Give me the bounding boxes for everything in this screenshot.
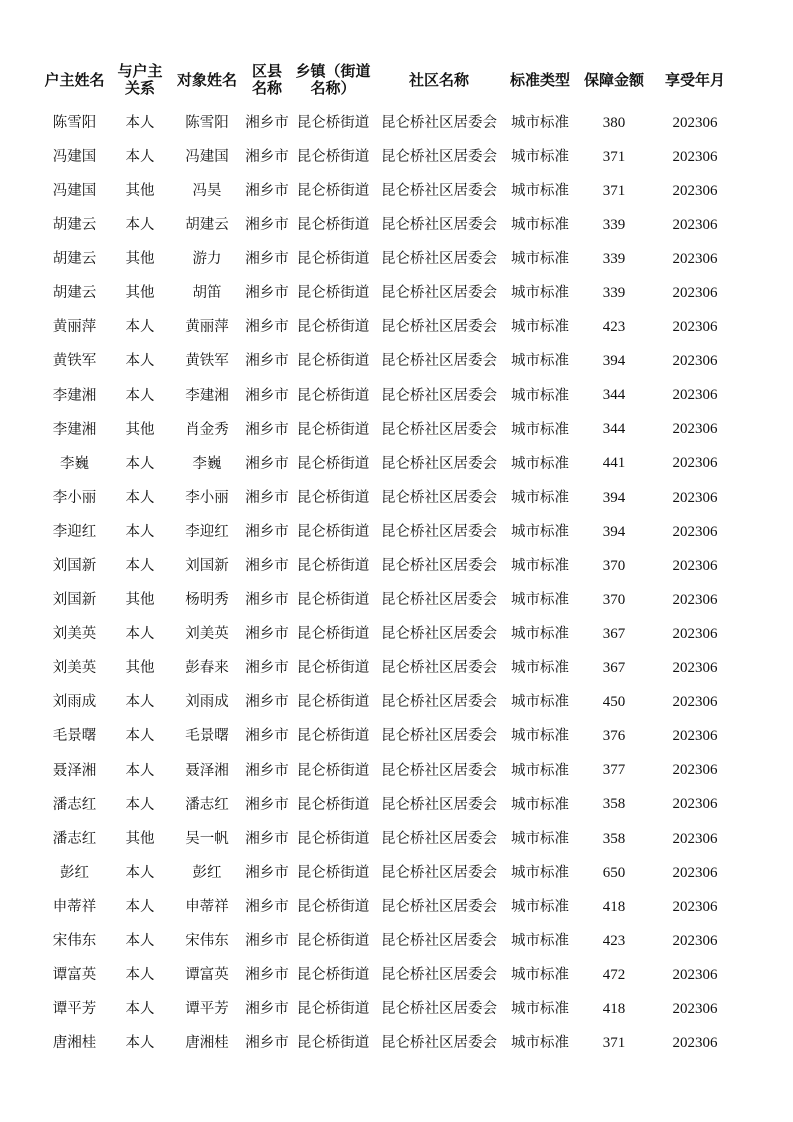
cell-community: 昆仑桥社区居委会 [381,489,497,506]
cell-period: 202306 [672,489,718,506]
table-row [0,208,793,242]
cell-standard-type: 城市标准 [511,660,569,677]
table-row [0,447,793,481]
cell-recipient-name: 潘志红 [185,796,229,813]
cell-householder-name: 李迎红 [52,523,97,540]
cell-period: 202306 [672,114,718,131]
cell-householder-name: 冯建国 [52,148,97,165]
cell-county: 湘乡市 [245,523,289,540]
cell-householder-name: 刘雨成 [52,694,97,711]
cell-community: 昆仑桥社区居委会 [381,455,497,472]
cell-county: 湘乡市 [245,251,289,268]
cell-community: 昆仑桥社区居委会 [381,148,497,165]
table-row [0,106,793,140]
cell-community: 昆仑桥社区居委会 [381,1035,497,1052]
cell-township: 昆仑桥街道 [296,353,370,370]
cell-recipient-name: 冯昊 [192,182,222,199]
cell-relationship: 本人 [125,455,155,472]
cell-community: 昆仑桥社区居委会 [381,421,497,438]
cell-period: 202306 [672,523,718,540]
cell-standard-type: 城市标准 [511,523,569,540]
cell-county: 湘乡市 [245,455,289,472]
cell-amount: 394 [602,353,626,370]
cell-standard-type: 城市标准 [511,1035,569,1052]
cell-standard-type: 城市标准 [511,796,569,813]
cell-householder-name: 谭平芳 [52,1001,97,1018]
cell-householder-name: 彭红 [60,864,89,881]
cell-period: 202306 [672,148,718,165]
cell-recipient-name: 谭富英 [185,967,229,984]
cell-recipient-name: 彭春来 [185,660,229,677]
cell-period: 202306 [672,966,718,983]
cell-standard-type: 城市标准 [511,387,569,404]
cell-township: 昆仑桥街道 [296,217,370,234]
cell-householder-name: 聂泽湘 [52,762,97,779]
cell-period: 202306 [672,421,718,438]
cell-township: 昆仑桥街道 [296,489,370,506]
cell-householder-name: 谭富英 [52,967,97,984]
cell-householder-name: 刘美英 [52,626,97,643]
cell-community: 昆仑桥社区居委会 [381,626,497,643]
cell-householder-name: 潘志红 [52,830,97,847]
cell-township: 昆仑桥街道 [296,114,370,131]
cell-township: 昆仑桥街道 [296,796,370,813]
cell-community: 昆仑桥社区居委会 [381,182,497,199]
table-row [0,549,793,583]
cell-period: 202306 [672,728,718,745]
header-township-text: 乡镇（街道 名称） [295,62,371,97]
cell-county: 湘乡市 [245,864,289,881]
cell-amount: 418 [602,898,626,915]
cell-county: 湘乡市 [245,592,289,609]
cell-amount: 650 [602,864,626,881]
cell-standard-type: 城市标准 [511,489,569,506]
cell-recipient-name: 刘雨成 [185,694,229,711]
cell-recipient-name: 李迎红 [185,523,229,540]
cell-householder-name: 唐湘桂 [52,1035,97,1052]
table-row [0,345,793,379]
cell-householder-name: 潘志红 [52,796,97,813]
cell-period: 202306 [672,250,718,267]
cell-standard-type: 城市标准 [511,694,569,711]
cell-recipient-name: 刘国新 [185,558,229,575]
cell-standard-type: 城市标准 [511,558,569,575]
cell-amount: 370 [602,557,626,574]
cell-period: 202306 [672,182,718,199]
cell-community: 昆仑桥社区居委会 [381,762,497,779]
cell-householder-name: 宋伟东 [52,933,97,950]
cell-period: 202306 [672,353,718,370]
cell-recipient-name: 李小丽 [185,489,229,506]
cell-amount: 339 [602,285,626,302]
cell-relationship: 本人 [125,1035,155,1052]
cell-relationship: 本人 [125,762,155,779]
cell-recipient-name: 黄丽萍 [185,319,229,336]
cell-township: 昆仑桥街道 [296,182,370,199]
cell-householder-name: 陈雪阳 [52,114,97,131]
cell-period: 202306 [672,557,718,574]
cell-period: 202306 [672,216,718,233]
cell-relationship: 本人 [125,796,155,813]
cell-recipient-name: 李巍 [192,455,222,472]
cell-township: 昆仑桥街道 [296,898,370,915]
cell-amount: 394 [602,489,626,506]
cell-amount: 380 [602,114,626,131]
cell-amount: 339 [602,216,626,233]
cell-recipient-name: 黄铁军 [185,353,229,370]
cell-standard-type: 城市标准 [511,182,569,199]
cell-community: 昆仑桥社区居委会 [381,592,497,609]
cell-relationship: 本人 [125,217,155,234]
cell-county: 湘乡市 [245,353,289,370]
cell-period: 202306 [672,830,718,847]
cell-householder-name: 黄铁军 [52,353,97,370]
cell-amount: 418 [602,1000,626,1017]
cell-township: 昆仑桥街道 [296,728,370,745]
table-row [0,924,793,958]
cell-county: 湘乡市 [245,182,289,199]
cell-relationship: 其他 [125,592,155,609]
cell-amount: 371 [602,148,626,165]
table-body [0,106,793,1061]
cell-community: 昆仑桥社区居委会 [381,558,497,575]
header-recipient-name: 对象姓名 [176,70,237,89]
table-row [0,140,793,174]
cell-community: 昆仑桥社区居委会 [381,1001,497,1018]
cell-township: 昆仑桥街道 [296,694,370,711]
cell-community: 昆仑桥社区居委会 [381,864,497,881]
cell-period: 202306 [672,1035,718,1052]
cell-community: 昆仑桥社区居委会 [381,353,497,370]
cell-householder-name: 黄丽萍 [52,319,97,336]
cell-county: 湘乡市 [245,387,289,404]
cell-relationship: 本人 [125,728,155,745]
cell-recipient-name: 游力 [192,251,222,268]
table-row [0,481,793,515]
cell-recipient-name: 唐湘桂 [185,1035,229,1052]
cell-recipient-name: 肖金秀 [185,421,229,438]
cell-relationship: 本人 [125,319,155,336]
cell-standard-type: 城市标准 [511,728,569,745]
cell-standard-type: 城市标准 [511,251,569,268]
cell-township: 昆仑桥街道 [296,421,370,438]
cell-community: 昆仑桥社区居委会 [381,387,497,404]
cell-relationship: 本人 [125,694,155,711]
table-row [0,754,793,788]
cell-householder-name: 李巍 [60,455,89,472]
cell-community: 昆仑桥社区居委会 [381,830,497,847]
cell-county: 湘乡市 [245,1035,289,1052]
cell-county: 湘乡市 [245,967,289,984]
cell-county: 湘乡市 [245,285,289,302]
table-row [0,311,793,345]
cell-community: 昆仑桥社区居委会 [381,728,497,745]
cell-recipient-name: 杨明秀 [185,592,229,609]
cell-period: 202306 [672,591,718,608]
cell-recipient-name: 申蒂祥 [185,898,229,915]
cell-householder-name: 李建湘 [52,387,97,404]
cell-householder-name: 李小丽 [52,489,97,506]
cell-township: 昆仑桥街道 [296,523,370,540]
cell-relationship: 其他 [125,285,155,302]
cell-recipient-name: 聂泽湘 [185,762,229,779]
cell-township: 昆仑桥街道 [296,251,370,268]
cell-amount: 472 [602,966,626,983]
cell-period: 202306 [672,660,718,677]
cell-county: 湘乡市 [245,898,289,915]
cell-township: 昆仑桥街道 [296,558,370,575]
cell-amount: 377 [602,762,626,779]
cell-period: 202306 [672,864,718,881]
cell-householder-name: 刘国新 [52,592,97,609]
cell-relationship: 其他 [125,830,155,847]
cell-township: 昆仑桥街道 [296,285,370,302]
cell-standard-type: 城市标准 [511,319,569,336]
cell-period: 202306 [672,898,718,915]
cell-county: 湘乡市 [245,660,289,677]
cell-amount: 344 [602,387,626,404]
cell-community: 昆仑桥社区居委会 [381,967,497,984]
header-county-text: 区县 名称 [251,62,282,97]
cell-period: 202306 [672,387,718,404]
cell-community: 昆仑桥社区居委会 [381,319,497,336]
cell-township: 昆仑桥街道 [296,967,370,984]
table-row [0,788,793,822]
cell-standard-type: 城市标准 [511,353,569,370]
cell-standard-type: 城市标准 [511,830,569,847]
cell-standard-type: 城市标准 [511,967,569,984]
table-row [0,652,793,686]
cell-period: 202306 [672,1000,718,1017]
cell-standard-type: 城市标准 [511,114,569,131]
cell-county: 湘乡市 [245,933,289,950]
cell-amount: 423 [602,319,626,336]
header-householder-name: 户主姓名 [44,70,105,89]
cell-relationship: 本人 [125,387,155,404]
cell-recipient-name: 刘美英 [185,626,229,643]
cell-community: 昆仑桥社区居委会 [381,523,497,540]
cell-amount: 371 [602,182,626,199]
cell-standard-type: 城市标准 [511,421,569,438]
cell-period: 202306 [672,796,718,813]
cell-amount: 344 [602,421,626,438]
cell-relationship: 其他 [125,421,155,438]
cell-householder-name: 胡建云 [52,251,97,268]
table-row [0,992,793,1026]
cell-householder-name: 刘国新 [52,558,97,575]
cell-township: 昆仑桥街道 [296,864,370,881]
cell-amount: 450 [602,694,626,711]
table-row [0,583,793,617]
cell-amount: 376 [602,728,626,745]
cell-amount: 441 [602,455,626,472]
cell-relationship: 本人 [125,898,155,915]
table-row [0,822,793,856]
cell-recipient-name: 毛景曙 [185,728,229,745]
table-row [0,242,793,276]
cell-amount: 367 [602,625,626,642]
cell-standard-type: 城市标准 [511,285,569,302]
cell-community: 昆仑桥社区居委会 [381,694,497,711]
cell-community: 昆仑桥社区居委会 [381,796,497,813]
table-row [0,1027,793,1061]
cell-householder-name: 胡建云 [52,217,97,234]
cell-county: 湘乡市 [245,558,289,575]
cell-period: 202306 [672,625,718,642]
cell-standard-type: 城市标准 [511,762,569,779]
cell-community: 昆仑桥社区居委会 [381,217,497,234]
cell-county: 湘乡市 [245,114,289,131]
cell-relationship: 本人 [125,148,155,165]
cell-amount: 423 [602,932,626,949]
cell-relationship: 本人 [125,626,155,643]
cell-amount: 339 [602,250,626,267]
cell-amount: 358 [602,830,626,847]
cell-county: 湘乡市 [245,796,289,813]
cell-recipient-name: 李建湘 [185,387,229,404]
cell-householder-name: 毛景曙 [52,728,97,745]
cell-recipient-name: 冯建国 [185,148,229,165]
cell-standard-type: 城市标准 [511,864,569,881]
cell-relationship: 本人 [125,558,155,575]
cell-period: 202306 [672,932,718,949]
cell-county: 湘乡市 [245,830,289,847]
cell-relationship: 本人 [125,489,155,506]
cell-relationship: 本人 [125,967,155,984]
cell-relationship: 本人 [125,114,155,131]
cell-recipient-name: 谭平芳 [185,1001,229,1018]
cell-community: 昆仑桥社区居委会 [381,898,497,915]
cell-community: 昆仑桥社区居委会 [381,660,497,677]
cell-standard-type: 城市标准 [511,148,569,165]
cell-standard-type: 城市标准 [511,592,569,609]
cell-relationship: 本人 [125,864,155,881]
cell-recipient-name: 宋伟东 [185,933,229,950]
cell-township: 昆仑桥街道 [296,933,370,950]
cell-recipient-name: 胡建云 [185,217,229,234]
cell-community: 昆仑桥社区居委会 [381,285,497,302]
cell-amount: 394 [602,523,626,540]
header-county [242,63,292,97]
cell-recipient-name: 胡笛 [192,285,222,302]
cell-period: 202306 [672,285,718,302]
cell-standard-type: 城市标准 [511,455,569,472]
cell-period: 202306 [672,319,718,336]
cell-relationship: 其他 [125,182,155,199]
table-header-row [0,58,793,102]
assistance-table [0,58,793,1061]
cell-relationship: 其他 [125,251,155,268]
cell-township: 昆仑桥街道 [296,762,370,779]
header-relationship [108,63,172,97]
cell-period: 202306 [672,694,718,711]
cell-township: 昆仑桥街道 [296,319,370,336]
cell-period: 202306 [672,762,718,779]
cell-amount: 371 [602,1035,626,1052]
table-row [0,720,793,754]
cell-standard-type: 城市标准 [511,217,569,234]
cell-township: 昆仑桥街道 [296,148,370,165]
table-row [0,276,793,310]
table-row [0,515,793,549]
cell-township: 昆仑桥街道 [296,1035,370,1052]
table-row [0,413,793,447]
cell-relationship: 本人 [125,353,155,370]
cell-county: 湘乡市 [245,626,289,643]
cell-county: 湘乡市 [245,694,289,711]
cell-recipient-name: 陈雪阳 [185,114,229,131]
cell-community: 昆仑桥社区居委会 [381,933,497,950]
cell-relationship: 本人 [125,933,155,950]
header-standard-type: 标准类型 [509,70,570,89]
table-row [0,890,793,924]
header-community: 社区名称 [408,70,469,89]
cell-township: 昆仑桥街道 [296,830,370,847]
cell-township: 昆仑桥街道 [296,660,370,677]
cell-county: 湘乡市 [245,1001,289,1018]
table-row [0,379,793,413]
cell-township: 昆仑桥街道 [296,455,370,472]
cell-county: 湘乡市 [245,148,289,165]
cell-householder-name: 刘美英 [52,660,97,677]
cell-county: 湘乡市 [245,728,289,745]
cell-community: 昆仑桥社区居委会 [381,114,497,131]
cell-township: 昆仑桥街道 [296,387,370,404]
cell-amount: 370 [602,591,626,608]
cell-recipient-name: 吴一帆 [185,830,229,847]
cell-householder-name: 胡建云 [52,285,97,302]
table-row [0,617,793,651]
cell-amount: 358 [602,796,626,813]
cell-relationship: 本人 [125,523,155,540]
table-row [0,174,793,208]
cell-county: 湘乡市 [245,217,289,234]
cell-householder-name: 冯建国 [52,182,97,199]
table-row [0,686,793,720]
cell-township: 昆仑桥街道 [296,1001,370,1018]
header-relationship-text: 与户主 关系 [117,62,163,97]
cell-relationship: 其他 [125,660,155,677]
cell-amount: 367 [602,660,626,677]
cell-period: 202306 [672,455,718,472]
cell-standard-type: 城市标准 [511,1001,569,1018]
cell-recipient-name: 彭红 [192,864,222,881]
cell-county: 湘乡市 [245,489,289,506]
cell-householder-name: 李建湘 [52,421,97,438]
cell-county: 湘乡市 [245,319,289,336]
cell-county: 湘乡市 [245,762,289,779]
cell-standard-type: 城市标准 [511,898,569,915]
table-row [0,856,793,890]
header-township [292,63,374,97]
header-period: 享受年月 [664,70,725,89]
cell-householder-name: 申蒂祥 [52,898,97,915]
cell-relationship: 本人 [125,1001,155,1018]
cell-standard-type: 城市标准 [511,933,569,950]
table-row [0,958,793,992]
cell-community: 昆仑桥社区居委会 [381,251,497,268]
cell-township: 昆仑桥街道 [296,592,370,609]
cell-county: 湘乡市 [245,421,289,438]
header-amount: 保障金额 [583,70,644,89]
cell-township: 昆仑桥街道 [296,626,370,643]
cell-standard-type: 城市标准 [511,626,569,643]
